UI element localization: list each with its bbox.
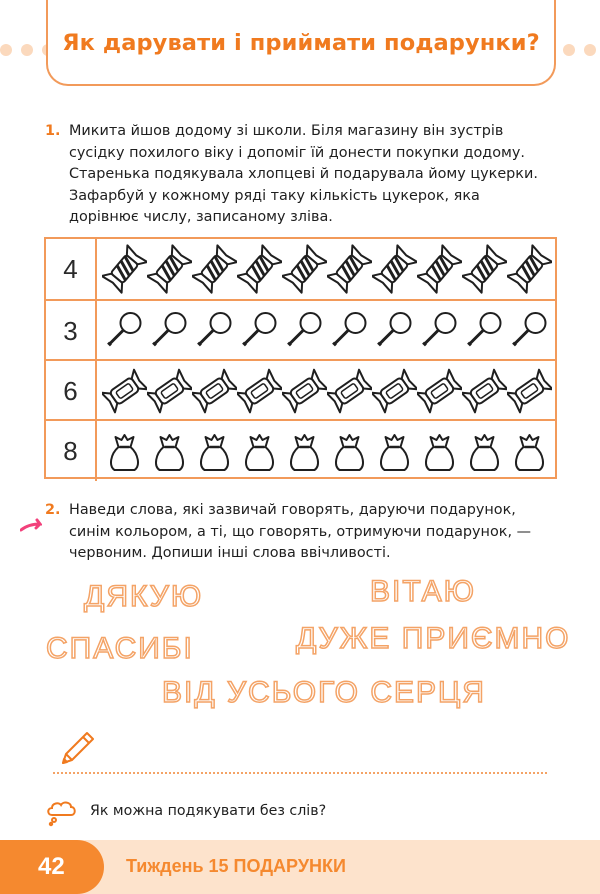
tracing-word-spasybi[interactable]: СПАСИБІ — [46, 632, 194, 665]
task-1 — [45, 121, 569, 229]
candy-row-2 — [46, 299, 555, 361]
task-line: Зафарбуй у кожному ряді таку кількість цукерок, яка — [69, 187, 480, 204]
row-count: 6 — [46, 361, 97, 421]
pencil-icon — [58, 728, 98, 768]
task-1-text — [69, 121, 569, 229]
candy-bag-icon[interactable] — [507, 426, 552, 476]
wrapped-candy-icon[interactable] — [147, 244, 192, 294]
task-line: сусідку похилого віку і допоміг їй донести покупки додому. — [69, 144, 525, 161]
candy-table — [44, 237, 557, 479]
thought-cloud-icon — [45, 795, 77, 827]
candy-bag-icon[interactable] — [372, 426, 417, 476]
candy-icons — [102, 239, 552, 299]
row-count: 4 — [46, 239, 97, 299]
row-count: 3 — [46, 301, 97, 361]
wrapped-candy-icon[interactable] — [102, 244, 147, 294]
task-line: Старенька подякувала хлопцеві й подарувала йому цукерки. — [69, 166, 538, 182]
candy-row-3 — [46, 359, 555, 421]
candy-row-1 — [46, 239, 555, 299]
toffee-candy-icon[interactable] — [507, 366, 552, 416]
candy-bag-icon[interactable] — [237, 426, 282, 476]
task-2 — [45, 500, 569, 565]
candy-icons — [102, 301, 552, 361]
title-banner — [46, 0, 556, 86]
wrapped-candy-icon[interactable] — [507, 244, 552, 294]
candy-bag-icon[interactable] — [102, 426, 147, 476]
candy-bag-icon[interactable] — [192, 426, 237, 476]
candy-icons — [102, 421, 552, 481]
lollipop-icon[interactable] — [327, 306, 372, 356]
page-number: 42 — [38, 853, 65, 880]
tracing-word-vitayu[interactable]: ВІТАЮ — [370, 575, 476, 608]
task-number: 2. — [45, 502, 61, 518]
lollipop-icon[interactable] — [417, 306, 462, 356]
tracing-word-dyakuyu[interactable]: ДЯКУЮ — [84, 580, 204, 613]
page-number-box — [0, 840, 104, 894]
page-title: Як дарувати і приймати подарунки? — [62, 30, 540, 56]
candy-bag-icon[interactable] — [147, 426, 192, 476]
toffee-candy-icon[interactable] — [462, 366, 507, 416]
week-label: Тиждень 15 ПОДАРУНКИ — [126, 856, 346, 876]
wrapped-candy-icon[interactable] — [282, 244, 327, 294]
wrapped-candy-icon[interactable] — [462, 244, 507, 294]
lollipop-icon[interactable] — [102, 306, 147, 356]
task-2-text — [69, 500, 569, 565]
decorative-dots-right — [563, 44, 600, 56]
toffee-candy-icon[interactable] — [102, 366, 147, 416]
tracing-word-vid-usoho-sertsia[interactable]: ВІД УСЬОГО СЕРЦЯ — [162, 676, 486, 709]
lollipop-icon[interactable] — [147, 306, 192, 356]
row-count: 8 — [46, 421, 97, 481]
question-text: Як можна подякувати без слів? — [90, 803, 327, 819]
wrapped-candy-icon[interactable] — [237, 244, 282, 294]
wrapped-candy-icon[interactable] — [327, 244, 372, 294]
lollipop-icon[interactable] — [282, 306, 327, 356]
wrapped-candy-icon[interactable] — [192, 244, 237, 294]
task-number: 1. — [45, 123, 61, 139]
toffee-candy-icon[interactable] — [192, 366, 237, 416]
lollipop-icon[interactable] — [237, 306, 282, 356]
writing-line[interactable] — [53, 772, 547, 774]
wrapped-candy-icon[interactable] — [372, 244, 417, 294]
toffee-candy-icon[interactable] — [372, 366, 417, 416]
toffee-candy-icon[interactable] — [147, 366, 192, 416]
toffee-candy-icon[interactable] — [417, 366, 462, 416]
toffee-candy-icon[interactable] — [282, 366, 327, 416]
tracing-word-duzhe-pryiemno[interactable]: ДУЖЕ ПРИЄМНО — [296, 622, 571, 655]
task-line: синім кольором, а ті, що говорять, отримуючи подарунок, — — [69, 523, 532, 540]
candy-bag-icon[interactable] — [327, 426, 372, 476]
lollipop-icon[interactable] — [372, 306, 417, 356]
lollipop-icon[interactable] — [507, 306, 552, 356]
task-line: Микита йшов додому зі школи. Біля магазину він зустрів — [69, 123, 504, 139]
toffee-candy-icon[interactable] — [327, 366, 372, 416]
candy-row-4 — [46, 419, 555, 481]
task-line: Наведи слова, які зазвичай говорять, даруючи подарунок, — [69, 502, 516, 518]
lollipop-icon[interactable] — [192, 306, 237, 356]
task-line: червоним. Допиши інші слова ввічливості. — [69, 545, 391, 561]
candy-bag-icon[interactable] — [417, 426, 462, 476]
candy-bag-icon[interactable] — [282, 426, 327, 476]
pointer-arrow-icon — [20, 518, 42, 536]
lollipop-icon[interactable] — [462, 306, 507, 356]
page-footer — [0, 840, 600, 894]
toffee-candy-icon[interactable] — [237, 366, 282, 416]
candy-bag-icon[interactable] — [462, 426, 507, 476]
wrapped-candy-icon[interactable] — [417, 244, 462, 294]
candy-icons — [102, 361, 552, 421]
task-line: дорівнює числу, записаному зліва. — [69, 209, 333, 225]
